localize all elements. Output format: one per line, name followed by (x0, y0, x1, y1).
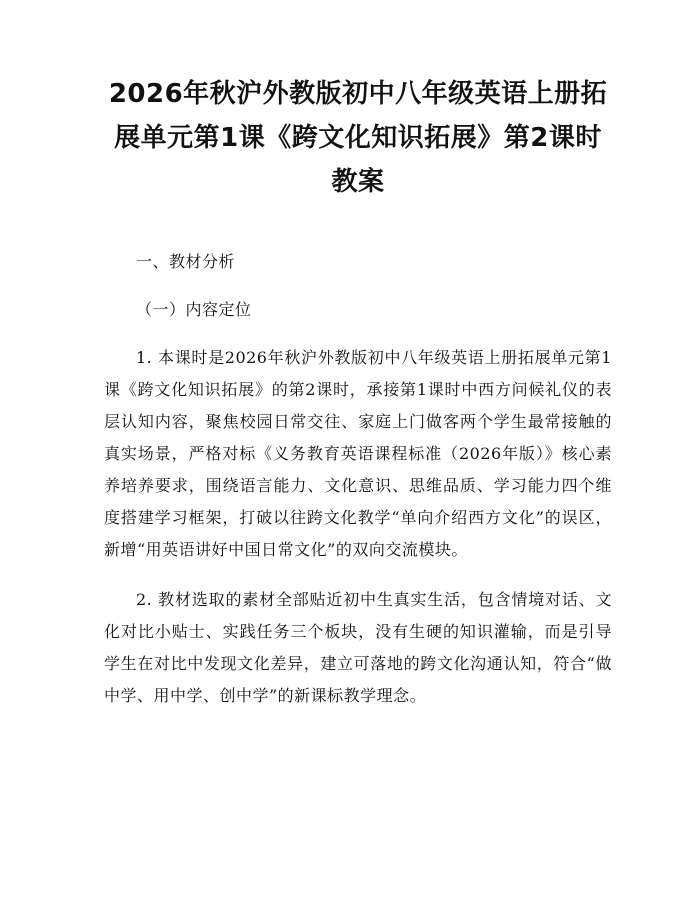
paragraph-2: 2. 教材选取的素材全部贴近初中生真实生活，包含情境对话、文化对比小贴士、实践任务三个板块，没有生硬的知识灌输，而是引导学生在对比中发现文化差异，建立可落地的跨文化沟通认知，符合“做中学、用中学、创中学”的新课标教学理念。 (104, 590, 612, 705)
document-title: 2026年秋沪外教版初中八年级英语上册拓展单元第1课《跨文化知识拓展》第2课时教案 (108, 79, 608, 197)
section-heading-textbook-analysis: 一、教材分析 (136, 252, 236, 271)
subsection-heading-content-positioning: （一）内容定位 (136, 300, 252, 319)
paragraph-1: 1. 本课时是2026年秋沪外教版初中八年级英语上册拓展单元第1课《跨文化知识拓展》的第2课时，承接第1课时中西方问候礼仪的表层认知内容，聚焦校园日常交往、家庭上门做客两个学生最常接触的真实场景，严格对标《义务教育英语课程标准（2026年版）》核心素养培养要求，围绕语言能力、文化意识、思维品质、学习能力四个维度搭建学习框架，打破以往跨文化教学“单向介绍西方文化”的误区，新增“用英语讲好中国日常文化”的双向交流模块。 (104, 348, 612, 559)
